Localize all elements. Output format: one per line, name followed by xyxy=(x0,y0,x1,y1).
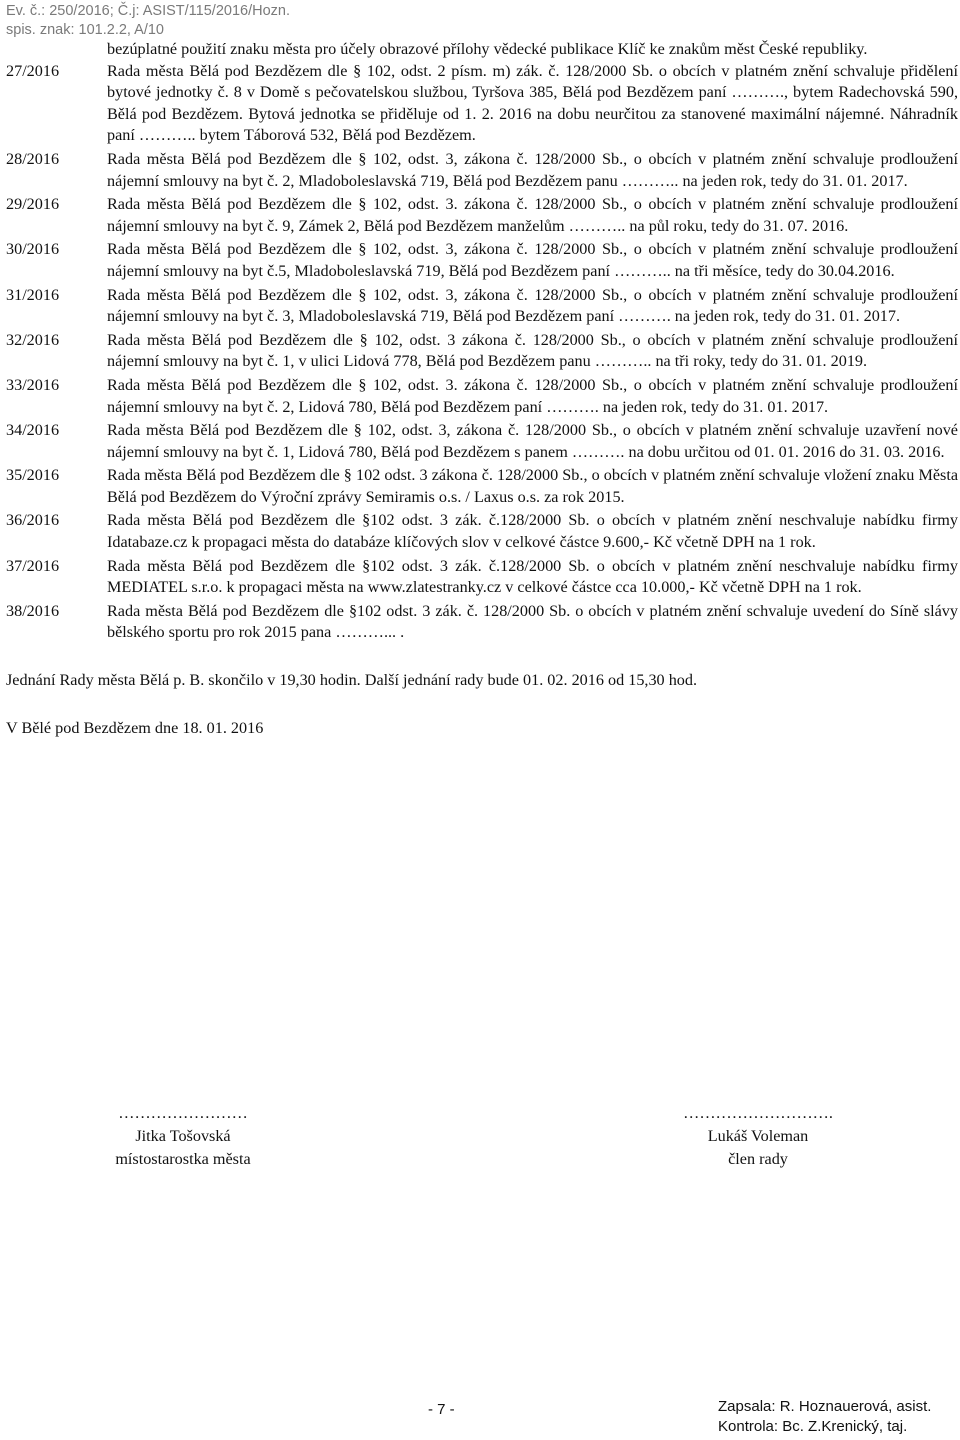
resolution-list xyxy=(6,61,958,644)
resolution-item xyxy=(6,194,958,237)
resolution-text: Rada města Bělá pod Bezdězem dle § 102, odst. 2 písm. m) zák. č. 128/2000 Sb. o obcích v platném znění schvaluje přidělení bytové jednotky č. 8 v Domě s pečovatelskou službou, Tyršova 385, Bělá pod Bezdězem paní ………., bytem Radechovská 590, Bělá pod Bezdězem. Bytová jednotka se přiděluje od 1. 2. 2016 na dobu neurčitou za stanovené maximální nájemné. Náhradník paní ……….. bytem Táborová 532, Bělá pod Bezdězem. xyxy=(107,61,958,145)
resolution-number: 29/2016 xyxy=(6,195,60,214)
resolution-text: Rada města Bělá pod Bezdězem dle § 102, odst. 3. zákona č. 128/2000 Sb., o obcích v platném znění schvaluje prodloužení nájemní smlouvy na byt č. 9, Zámek 2, Bělá pod Bezdězem manželům ……….. na půl roku, tedy do 31. 07. 2016. xyxy=(107,195,958,235)
resolution-item xyxy=(6,330,958,373)
resolution-text: Rada města Bělá pod Bezdězem dle § 102, odst. 3, zákona č. 128/2000 Sb., o obcích v platném znění schvaluje uzavření nové nájemní smlouvy na byt č. 1, Lidová 780, Bělá pod Bezdězem s panem ………. na dobu určitou od 01. 01. 2016 do 31. 03. 2016. xyxy=(107,421,958,461)
checked-by: Kontrola: Bc. Z.Krenický, taj. xyxy=(718,1418,908,1435)
file-code: spis. znak: 101.2.2, A/10 xyxy=(6,22,164,38)
resolution-item xyxy=(6,510,958,553)
resolution-text: Rada města Bělá pod Bezdězem dle §102 odst. 3 zák. č.128/2000 Sb. o obcích v platném znění neschvaluje nabídku firmy Idatabaze.cz k propagaci města do databáze klíčových slov v celkové částce 9.600,- Kč včetně DPH na 1 rok. xyxy=(107,511,958,552)
signature-left xyxy=(78,1102,288,1171)
resolution-number: 31/2016 xyxy=(6,285,60,304)
evidence-number: Ev. č.: 250/2016; Č.j: ASIST/115/2016/Hozn. xyxy=(6,3,290,19)
signature-right xyxy=(628,1102,888,1171)
resolution-item xyxy=(6,239,958,282)
resolution-text: Rada města Bělá pod Bezdězem dle § 102, odst. 3, zákona č. 128/2000 Sb., o obcích v platném znění schvaluje prodloužení nájemní smlouvy na byt č.5, Mladoboleslavská 719, Bělá pod Bezdězem paní ……….. na tři měsíce, tedy do 30.04.2016. xyxy=(107,240,958,280)
resolution-number: 32/2016 xyxy=(6,330,60,349)
resolution-item xyxy=(6,556,958,599)
resolution-item xyxy=(6,420,958,463)
page-footer xyxy=(0,1394,960,1440)
resolution-number: 35/2016 xyxy=(6,466,60,485)
signature-block xyxy=(6,1102,958,1182)
minutes-body xyxy=(6,39,958,739)
written-by: Zapsala: R. Hoznauerová, asist. xyxy=(718,1398,932,1415)
resolution-text: Rada města Bělá pod Bezdězem dle § 102, odst. 3, zákona č. 128/2000 Sb., o obcích v platném znění schvaluje prodloužení nájemní smlouvy na byt č. 2, Mladoboleslavská 719, Bělá pod Bezdězem panu ……….. na jeden rok, tedy do 31. 01. 2017. xyxy=(107,149,958,190)
footer-credits xyxy=(718,1397,931,1437)
resolution-number: 27/2016 xyxy=(6,61,60,80)
resolution-number: 38/2016 xyxy=(6,601,60,620)
resolution-number: 30/2016 xyxy=(6,240,60,259)
signature-line: …………………… xyxy=(118,1104,248,1122)
resolution-number: 36/2016 xyxy=(6,511,60,530)
resolution-item xyxy=(6,61,958,147)
resolution-item xyxy=(6,601,958,644)
signature-line: ………………………. xyxy=(683,1104,833,1122)
resolution-number: 28/2016 xyxy=(6,149,60,168)
resolution-text: Rada města Bělá pod Bezdězem dle § 102, odst. 3. zákona č. 128/2000 Sb., o obcích v platném znění schvaluje prodloužení nájemní smlouvy na byt č. 2, Lidová 780, Bělá pod Bezdězem paní ………. na jeden rok, tedy do 31. 01. 2017. xyxy=(107,375,958,416)
signatory-name: Jitka Tošovská xyxy=(135,1127,231,1145)
continued-resolution-text: bezúplatné použití znaku města pro účely obrazové přílohy vědecké publikace Klíč ke znakům měst České republiky. xyxy=(107,40,868,58)
page-number: - 7 - xyxy=(428,1401,455,1418)
resolution-text: Rada města Bělá pod Bezdězem dle §102 odst. 3 zák. č.128/2000 Sb. o obcích v platném znění neschvaluje nabídku firmy MEDIATEL s.r.o. k propagaci města na www.zlatestranky.cz v celkové částce cca 10.000,- Kč včetně DPH na 1 rok. xyxy=(107,556,958,597)
resolution-item xyxy=(6,375,958,418)
place-and-date: V Bělé pod Bezdězem dne 18. 01. 2016 xyxy=(6,718,264,737)
signatory-name: Lukáš Voleman xyxy=(707,1127,809,1145)
document-reference-header xyxy=(6,2,294,40)
resolution-text: Rada města Bělá pod Bezdězem dle § 102 odst. 3 zákona č. 128/2000 Sb., o obcích v platném znění schvaluje vložení znaku Města Bělá pod Bezdězem do Výroční zprávy Semiramis o.s. / Laxus o.s. za rok 2015. xyxy=(107,466,958,506)
resolution-number: 37/2016 xyxy=(6,556,60,575)
resolution-item xyxy=(6,465,958,508)
resolution-number: 33/2016 xyxy=(6,375,60,394)
resolution-text: Rada města Bělá pod Bezdězem dle § 102, odst. 3 zákona č. 128/2000 Sb., o obcích v platném znění schvaluje prodloužení nájemní smlouvy na byt č. 1, v ulici Lidová 778, Bělá pod Bezdězem panu ……….. na tři roky, tedy do 31. 01. 2019. xyxy=(107,330,958,371)
meeting-closing-note: Jednání Rady města Bělá p. B. skončilo v 19,30 hodin. Další jednání rady bude 01. 02. 2016 od 15,30 hod. xyxy=(6,671,698,690)
resolution-number: 34/2016 xyxy=(6,421,60,440)
resolution-text: Rada města Bělá pod Bezdězem dle §102 odst. 3 zák. č. 128/2000 Sb. o obcích v platném znění schvaluje uvedení do Síně slávy bělského sportu pro rok 2015 pana ………... . xyxy=(107,601,958,642)
signatory-role: místostarostka města xyxy=(115,1150,251,1168)
signatory-role: člen rady xyxy=(728,1150,788,1168)
resolution-item xyxy=(6,149,958,192)
resolution-text: Rada města Bělá pod Bezdězem dle § 102, odst. 3, zákona č. 128/2000 Sb., o obcích v platném znění schvaluje prodloužení nájemní smlouvy na byt č. 3, Mladoboleslavská 719, Bělá pod Bezdězem paní ………. na jeden rok, tedy do 31. 01. 2017. xyxy=(107,285,958,326)
resolution-item xyxy=(6,285,958,328)
